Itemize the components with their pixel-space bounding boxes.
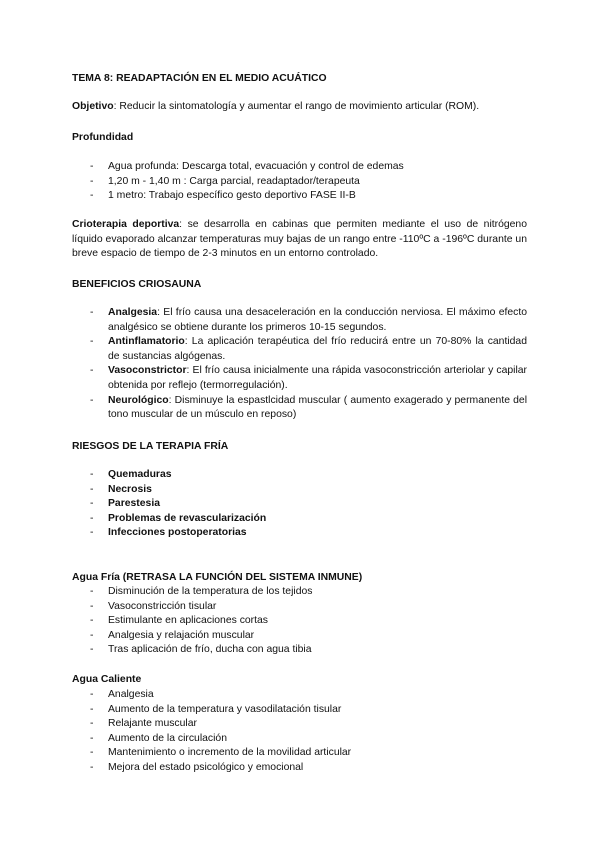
list-item: - Vasoconstricción tisular bbox=[72, 600, 527, 615]
list-item: - Disminución de la temperatura de los tejidos bbox=[72, 585, 527, 600]
beneficios-heading: BENEFICIOS CRIOSAUNA bbox=[72, 279, 202, 290]
riesgos-heading: RIESGOS DE LA TERAPIA FRÍA bbox=[72, 441, 229, 452]
bullet-dash: - bbox=[90, 615, 94, 627]
bullet-dash: - bbox=[90, 307, 94, 318]
bullet-dash: - bbox=[90, 689, 94, 700]
bullet-dash: - bbox=[90, 394, 94, 406]
bullet-dash: - bbox=[90, 365, 94, 377]
objetivo-label: Objetivo bbox=[72, 101, 114, 112]
bullet-dash: - bbox=[90, 586, 94, 597]
bullet-dash: - bbox=[90, 498, 94, 510]
list-item: - Antinflamatorio: La aplicación terapéutica del frío reducirá entre un 70-80% la cantidad de sustancias algógenas. bbox=[90, 336, 527, 362]
list-item: - 1 metro: Trabajo específico gesto deportivo FASE II-B bbox=[72, 189, 527, 204]
bullet-dash: - bbox=[90, 761, 94, 773]
profundidad-heading: Profundidad bbox=[72, 132, 134, 143]
list-item: - Infecciones postoperatorias bbox=[72, 526, 527, 541]
bullet-dash: - bbox=[90, 527, 94, 539]
bullet-dash: - bbox=[90, 600, 94, 612]
agua-fria-list bbox=[72, 585, 527, 658]
list-item: - Analgesia y relajación muscular bbox=[72, 629, 527, 644]
list-item: - Tras aplicación de frío, ducha con agua tibia bbox=[72, 643, 527, 658]
agua-fria-heading: Agua Fría (RETRASA LA FUNCIÓN DEL SISTEMA INMUNE) bbox=[72, 572, 363, 583]
objetivo-text: : Reducir la sintomatología y aumentar el rango de movimiento articular (ROM). bbox=[113, 101, 480, 112]
list-item: - Necrosis bbox=[72, 483, 527, 498]
bullet-dash: - bbox=[90, 703, 94, 715]
list-item: - Quemaduras bbox=[72, 468, 527, 483]
crioterapia-text: : se desarrolla en cabinas que permiten mediante el uso de nitrógeno líquido evaporado alcanzar temperaturas muy bajas de un rango entre -110ºC a -196ºC durante un breve espacio de tiempo de 2-3 minutos en un entorno controlado. bbox=[72, 219, 527, 260]
list-item: - Relajante muscular bbox=[72, 717, 527, 732]
list-item: - Parestesia bbox=[72, 497, 527, 512]
bullet-dash: - bbox=[90, 644, 94, 656]
list-item: - 1,20 m - 1,40 m : Carga parcial, readaptador/terapeuta bbox=[72, 175, 527, 190]
bullet-dash: - bbox=[90, 469, 94, 480]
agua-caliente-heading: Agua Caliente bbox=[72, 674, 142, 685]
bullet-dash: - bbox=[90, 483, 94, 495]
list-item: - Problemas de revascularización bbox=[72, 512, 527, 527]
beneficios-list bbox=[72, 306, 527, 423]
agua-caliente-list bbox=[72, 688, 527, 776]
profundidad-list bbox=[72, 160, 527, 204]
list-item: - Mejora del estado psicológico y emocional bbox=[72, 761, 527, 776]
bullet-dash: - bbox=[90, 161, 94, 172]
list-item: - Vasoconstrictor: El frío causa inicialmente una rápida vasoconstricción arteriolar y capilar obtenida por reflejo (termorregulación). bbox=[90, 365, 527, 391]
crioterapia-label: Crioterapia deportiva bbox=[72, 219, 180, 230]
bullet-dash: - bbox=[90, 629, 94, 641]
list-item: - Aumento de la temperatura y vasodilatación tisular bbox=[72, 703, 527, 718]
list-item: - Analgesia bbox=[72, 688, 527, 703]
bullet-dash: - bbox=[90, 747, 94, 759]
bullet-dash: - bbox=[90, 190, 94, 202]
bullet-dash: - bbox=[90, 512, 94, 524]
list-item: - Agua profunda: Descarga total, evacuación y control de edemas bbox=[72, 160, 527, 175]
list-item: - Estimulante en aplicaciones cortas bbox=[72, 614, 527, 629]
list-item: - Aumento de la circulación bbox=[72, 732, 527, 747]
objetivo-paragraph bbox=[72, 100, 527, 115]
bullet-dash: - bbox=[90, 732, 94, 744]
list-item: - Neurológico: Disminuye la espastlcidad muscular ( aumento exagerado y permanente del tono muscular de un músculo en reposo) bbox=[90, 394, 527, 421]
bullet-dash: - bbox=[90, 718, 94, 730]
bullet-dash: - bbox=[90, 175, 94, 187]
crioterapia-paragraph bbox=[72, 218, 527, 262]
riesgos-list bbox=[72, 468, 527, 541]
list-item: - Analgesia: El frío causa una desaceleración en la conducción nerviosa. El máximo efecto analgésico se obtiene durante los primeros 10-15 segundos. bbox=[90, 307, 527, 333]
bullet-dash: - bbox=[90, 336, 94, 348]
page-title: TEMA 8: READAPTACIÓN EN EL MEDIO ACUÁTICO bbox=[72, 73, 327, 84]
list-item: - Mantenimiento o incremento de la movilidad articular bbox=[72, 746, 527, 761]
